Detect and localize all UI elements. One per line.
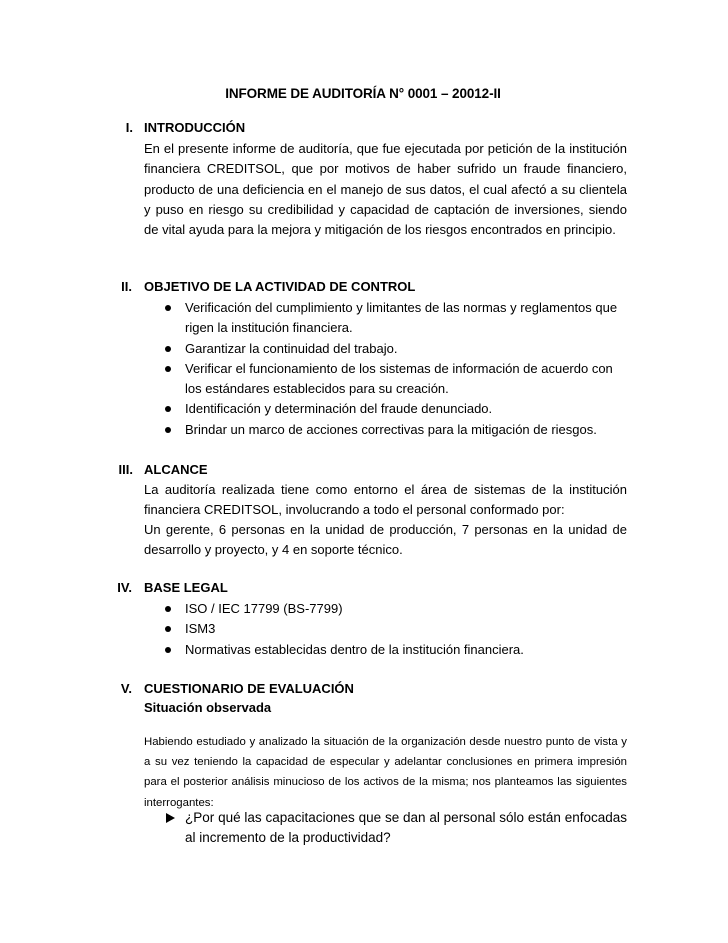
list-item [144, 599, 627, 619]
list-item-text: Identificación y determinación del fraude denunciado. [185, 401, 493, 417]
list-item [144, 359, 627, 400]
list-item-text: ISO / IEC 17799 (BS-7799) [185, 601, 343, 616]
section-5-questions [144, 808, 627, 849]
list-item-text: Normativas establecidas dentro de la institución financiera. [185, 641, 524, 657]
report-title [0, 86, 728, 101]
report-title-text: INFORME DE AUDITORÍA N° 0001 – 20012-II [225, 86, 501, 101]
section-2-list [144, 298, 627, 440]
bullet-icon [165, 626, 171, 632]
list-item-text: ISM3 [185, 621, 216, 637]
list-item [144, 808, 627, 849]
section-3-paragraph-1: La auditoría realizada tiene como entorno el área de sistemas de la institución financiera CREDITSOL, involucrando a todo el personal conformado por: [144, 482, 627, 518]
list-item [144, 399, 627, 419]
section-3-paragraph-2: Un gerente, 6 personas en la unidad de producción, 7 personas en la unidad de desarrollo y proyecto, y 4 en soporte técnico. [144, 522, 627, 558]
list-item [144, 640, 627, 660]
list-item-text: Brindar un marco de acciones correctivas para la mitigación de riesgos. [185, 421, 597, 437]
section-5-subheading: Situación observada [144, 700, 272, 715]
section-4-number: IV. [117, 580, 132, 595]
bullet-icon [165, 606, 171, 612]
section-4-list [144, 599, 627, 660]
section-2-heading: OBJETIVO DE LA ACTIVIDAD DE CONTROL [144, 279, 416, 294]
section-3-number: III. [118, 462, 133, 477]
bullet-icon [165, 305, 171, 311]
list-item-text: Verificar el funcionamiento de los sistemas de información de acuerdo con los estándares establecidos para su creación. [185, 360, 613, 397]
section-3-heading: ALCANCE [144, 462, 208, 477]
bullet-icon [165, 346, 171, 352]
list-item [144, 619, 627, 639]
section-5-paragraph: Habiendo estudiado y analizado la situación de la organización desde nuestro punto de vista y a su vez teniendo la capacidad de especular y adelantar conclusiones en primera impresión para el posterior análisis minucioso de los activos de la misma; nos planteamos las siguientes interrogantes: [144, 736, 627, 809]
bullet-icon [165, 647, 171, 653]
list-item-text: Verificación del cumplimiento y limitantes de las normas y reglamentos que rigen la institución financiera. [185, 300, 618, 336]
list-item [144, 420, 627, 440]
section-1-heading: INTRODUCCIÓN [144, 120, 246, 135]
list-item [144, 298, 627, 339]
section-4-heading: BASE LEGAL [144, 580, 228, 595]
section-2-number: II. [121, 279, 132, 294]
list-item [144, 339, 627, 359]
bullet-icon [165, 427, 171, 433]
bullet-icon [165, 366, 171, 372]
bullet-icon [165, 406, 171, 412]
list-item-text: ¿Por qué las capacitaciones que se dan al personal sólo están enfocadas al incremento de la productividad? [185, 810, 627, 846]
section-1-number: I. [125, 120, 133, 135]
list-item-text: Garantizar la continuidad del trabajo. [185, 340, 398, 356]
section-5-heading: CUESTIONARIO DE EVALUACIÓN [144, 681, 354, 696]
arrow-bullet-icon [166, 813, 175, 823]
section-1-paragraph: En el presente informe de auditoría, que fue ejecutada por petición de la institución financiera CREDITSOL, que por motivos de haber sufrido un fraude financiero, producto de una deficiencia en el manejo de sus datos, el cual afectó a su clientela y puso en riesgo su credibilidad y capacidad de captación de inversiones, siendo de vital ayuda para la mejora y mitigación de los riesgos encontrados en principio. [144, 141, 627, 238]
section-5-number: V. [120, 681, 132, 696]
